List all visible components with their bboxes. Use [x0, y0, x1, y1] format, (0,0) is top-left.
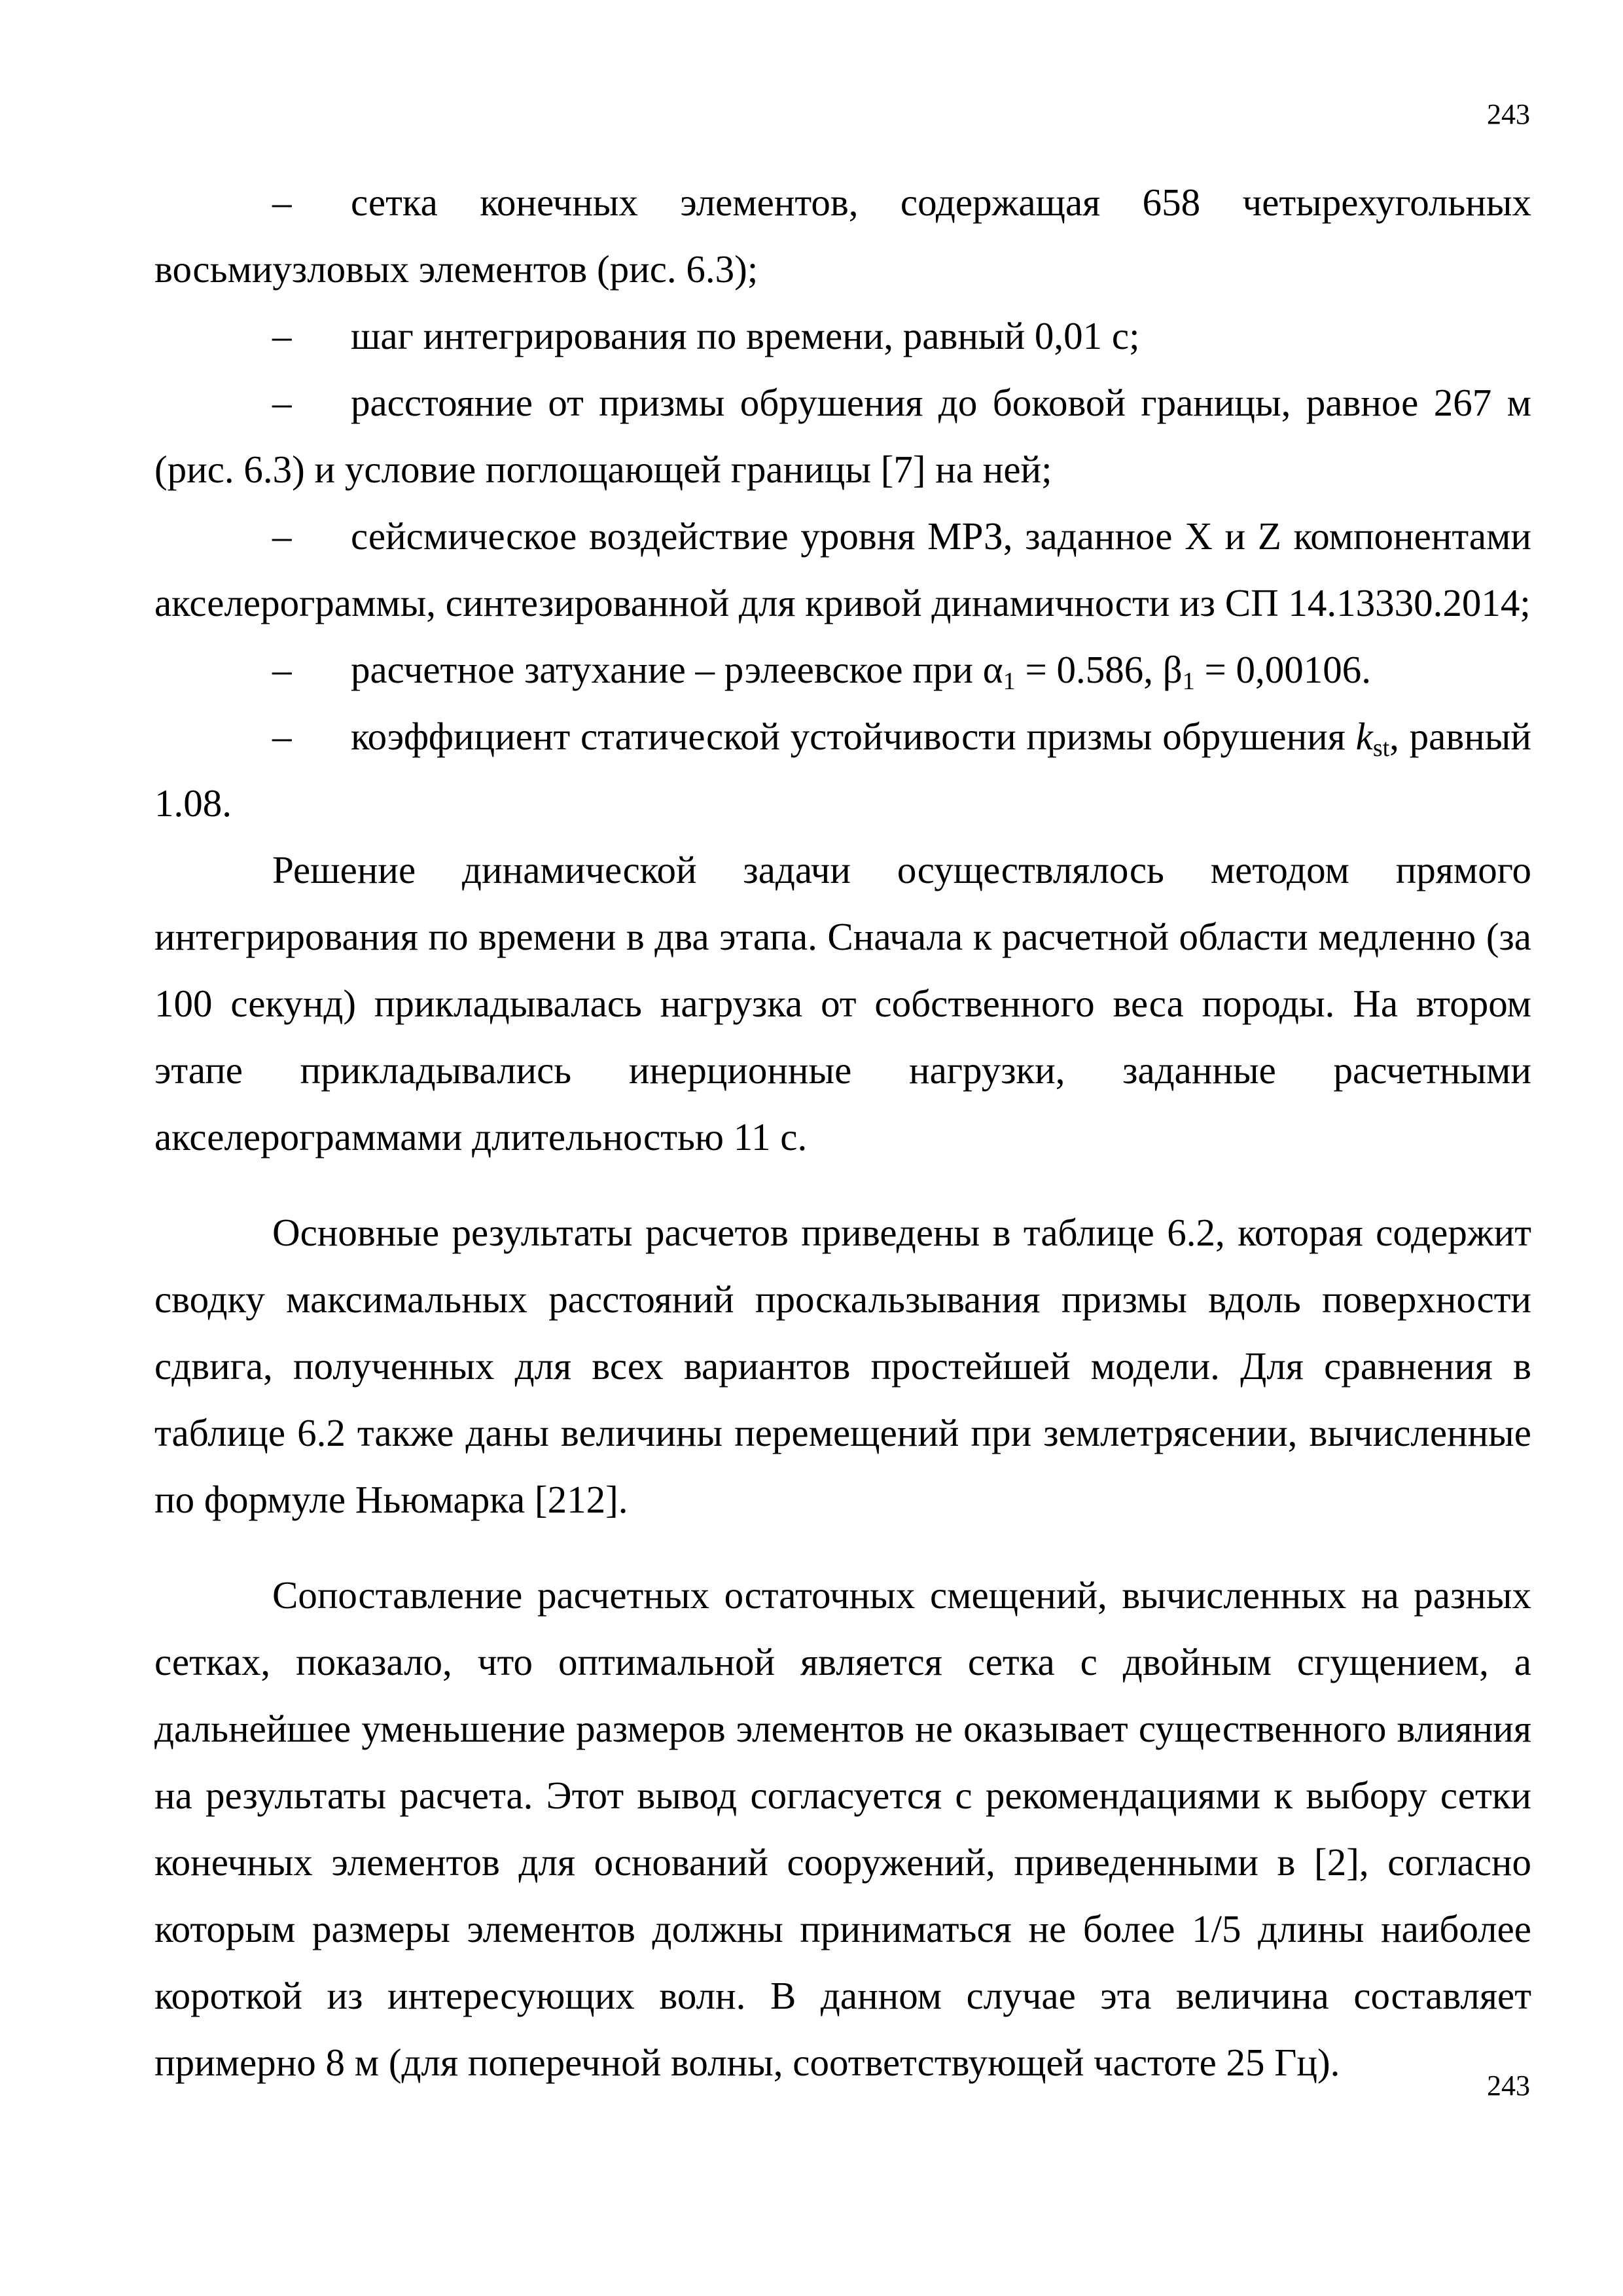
k-symbol: k [1355, 715, 1373, 758]
list-item-stability-coefficient [154, 703, 1531, 836]
beta-symbol: β [1162, 648, 1183, 691]
list-item-text: расстояние от призмы обрушения до боковой границы, равное 267 м (рис. 6.3) и условие поглощающей границы [7] на ней; [154, 381, 1531, 491]
alpha-subscript: 1 [1003, 668, 1016, 695]
list-dash: – [272, 181, 292, 224]
list-item-boundary-distance [154, 369, 1531, 503]
document-body [154, 169, 1531, 2096]
list-item-text: = 0,00106. [1194, 648, 1372, 691]
list-dash: – [272, 648, 292, 691]
list-item-mesh [154, 169, 1531, 302]
list-dash: – [272, 314, 292, 357]
list-item-damping [154, 636, 1531, 703]
list-dash: – [272, 381, 292, 424]
list-item-text: , равный 1.08. [154, 715, 1531, 825]
list-item-text: = 0.586, [1015, 648, 1163, 691]
page-number-bottom: 243 [1487, 2070, 1530, 2102]
list-dash: – [272, 514, 292, 558]
paragraph-results: Основные результаты расчетов приведены в таблице 6.2, которая содержит сводку максимальных расстояний проскальзывания призмы вдоль поверхности сдвига, полученных для всех вариантов простейшей модели. Для сравнения в таблице 6.2 также даны величины перемещений при землетрясении, вычисленные по формуле Ньюмарка [212]. [154, 1211, 1531, 1521]
list-item-text: сетка конечных элементов, содержащая 658 четырехугольных восьмиузловых элементов (рис. 6.3); [154, 181, 1531, 291]
alpha-symbol: α [982, 648, 1003, 691]
paragraph-solution-method: Решение динамической задачи осуществлялось методом прямого интегрирования по времени в два этапа. Сначала к расчетной области медленно (за 100 секунд) прикладывалась нагрузка от собственного веса породы. На втором этапе прикладывались инерционные нагрузки, заданные расчетными акселерограммами длительностью 11 с. [154, 848, 1531, 1158]
list-item-seismic-action [154, 503, 1531, 636]
beta-subscript: 1 [1182, 668, 1195, 695]
list-item-text: шаг интегрирования по времени, равный 0,01 с; [351, 314, 1140, 357]
list-dash: – [272, 715, 292, 758]
list-item-text: расчетное затухание – рэлеевское при [351, 648, 983, 691]
paragraph-mesh-comparison: Сопоставление расчетных остаточных смещений, вычисленных на разных сетках, показало, что оптимальной является сетка с двойным сгущением, а дальнейшее уменьшение размеров элементов не оказывает существенного влияния на результаты расчета. Этот вывод согласуется с рекомендациями к выбору сетки конечных элементов для оснований сооружений, приведенными в [2], согласно которым размеры элементов должны приниматься не более 1/5 длины наиболее короткой из интересующих волн. В данном случае эта величина составляет примерно 8 м (для поперечной волны, соответствующей частоте 25 Гц). [154, 1573, 1531, 2084]
list-item-text: сейсмическое воздействие уровня МРЗ, заданное X и Z компонентами акселерограммы, синтезированной для кривой динамичности из СП 14.13330.2014; [154, 514, 1531, 624]
k-subscript: st [1372, 734, 1390, 762]
page-number-top: 243 [1487, 98, 1530, 130]
list-item-text: коэффициент статической устойчивости призмы обрушения [351, 715, 1356, 758]
list-item-time-step [154, 302, 1531, 369]
